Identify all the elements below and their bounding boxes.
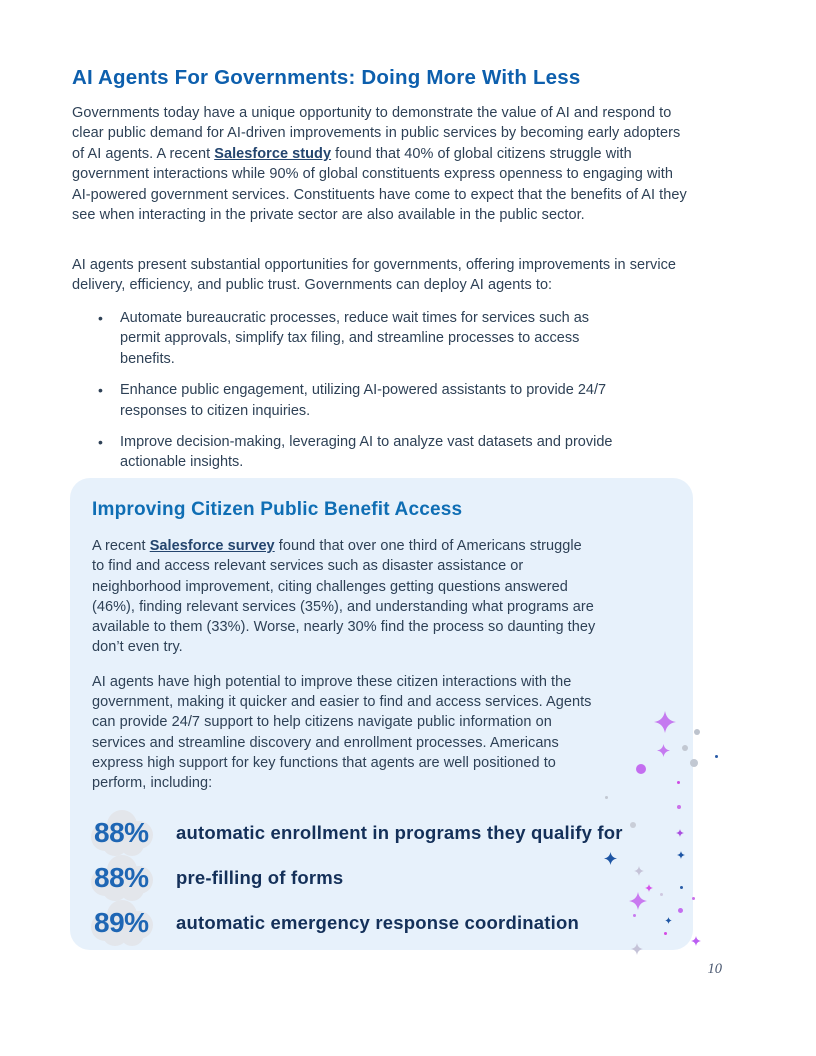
- stat-value-badge: [92, 903, 158, 943]
- callout-paragraph-2: AI agents have high potential to improve these citizen interactions with the government, making it quicker and easier to find and access services. Agents can provide 24/7 support to help citizens navigate public information on services and streamline discovery and enrollment processes. Americans express high support for key functions that agents are well positioned to perform, including:: [92, 673, 592, 792]
- stat-value-badge: [92, 813, 158, 853]
- salesforce-survey-link[interactable]: Salesforce survey: [149, 538, 275, 554]
- intro-text-pre: Governments today have a unique opportunity to demonstrate the value of AI and respond to clear public demand for AI-driven improvements in public services by becoming early adopters of AI agents. A recent: [72, 105, 681, 162]
- stats-list: [92, 811, 663, 946]
- stat-value: 88%: [94, 862, 149, 894]
- stat-value: 89%: [94, 907, 149, 939]
- intro-paragraph: [72, 103, 694, 225]
- salesforce-study-link[interactable]: Salesforce study: [214, 145, 332, 162]
- page-number: 10: [707, 961, 722, 977]
- stat-value: 88%: [94, 817, 149, 849]
- dot-icon: [715, 755, 718, 758]
- stat-label: pre-filling of forms: [176, 867, 344, 889]
- dot-icon: [694, 729, 700, 735]
- list-item: • Improve decision-making, leveraging AI to analyze vast datasets and provide actionable insights.: [120, 432, 626, 473]
- callout-title: Improving Citizen Public Benefit Access: [92, 499, 463, 520]
- callout-text-pre: A recent: [92, 538, 150, 554]
- list-item: • Enhance public engagement, utilizing AI-powered assistants to provide 24/7 responses to citizen inquiries.: [120, 380, 626, 421]
- callout-text-post: found that over one third of Americans struggle to find and access relevant services such as disaster assistance or neighborhood improvement, citing challenges getting questions answered (46%), finding relevant services (35%), and understanding what programs are available to them (33%). Worse, nearly 30% find the process so daunting they don’t even try.: [92, 538, 596, 656]
- intro-text-post: found that 40% of global citizens struggle with government interactions while 90% of global constituents express openness to engaging with AI-powered government services. Constituents have come to expect that the benefits of AI they see when interacting in the private sector are also available in the public sector.: [72, 145, 687, 224]
- callout-paragraph-1: [92, 536, 597, 658]
- list-item: • Automate bureaucratic processes, reduce wait times for services such as permit approvals, simplify tax filing, and streamline processes to access benefits.: [120, 308, 626, 369]
- deploy-bullet-list: [98, 308, 626, 484]
- sparkle-icon: [691, 936, 701, 946]
- stat-row: [92, 811, 663, 856]
- callout-card: [70, 478, 693, 950]
- stat-row: [92, 901, 663, 946]
- stat-value-badge: [92, 858, 158, 898]
- stat-label: automatic emergency response coordination: [176, 912, 579, 934]
- page-title: AI Agents For Governments: Doing More With Less: [72, 66, 581, 89]
- opportunities-paragraph: AI agents present substantial opportunities for governments, offering improvements in service delivery, efficiency, and public trust. Governments can deploy AI agents to:: [72, 257, 677, 294]
- stat-label: automatic enrollment in programs they qualify for: [176, 822, 623, 844]
- stat-row: [92, 856, 663, 901]
